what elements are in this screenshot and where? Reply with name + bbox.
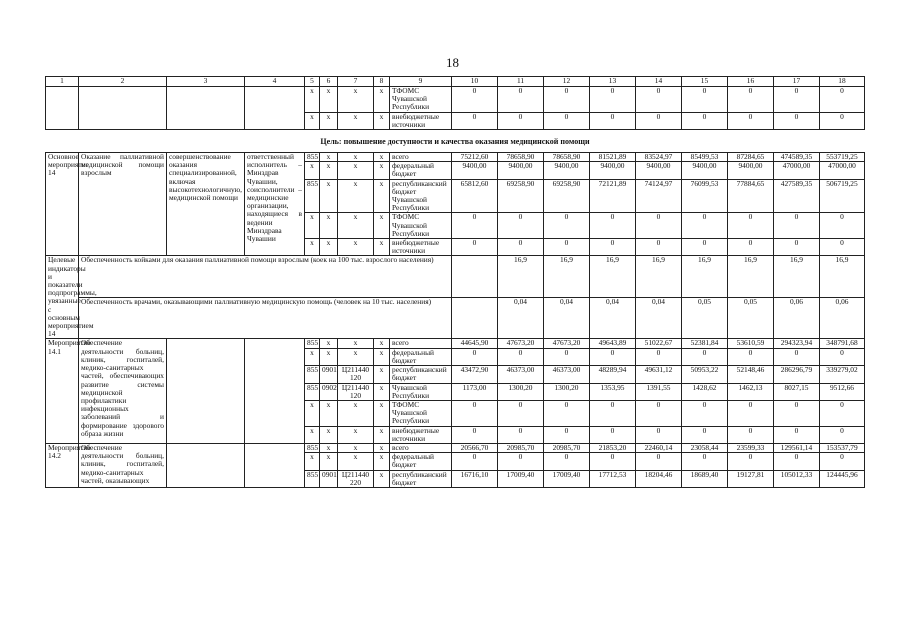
table-row [46,339,865,348]
code-cell-c5: 855 [305,443,320,452]
amount-cell: 0 [682,239,728,256]
code-cell-c6: 0902 [320,383,338,400]
amount-cell: 0 [590,348,636,365]
amount-cell: 9400,00 [590,162,636,179]
goal-row [46,130,865,153]
amount-cell: 124445,96 [820,470,865,487]
empty-cell-col3 [167,443,245,487]
funding-source: всего [390,153,452,162]
code-cell-c8: x [374,348,390,365]
amount-cell: 0 [682,400,728,426]
indicator-text: Обеспеченность врачами, оказывающими паллиативную медицинскую помощь (человек на 10 тыс. населения) [79,297,452,339]
amount-cell: 153537,79 [820,443,865,452]
amount-cell: 0 [452,112,498,129]
amount-cell: 17009,40 [544,470,590,487]
table-row [46,443,865,452]
code-cell-c8: x [374,383,390,400]
funding-source: ТФОМС Чувашской Республики [390,213,452,239]
indicator-value: 0,04 [636,297,682,339]
code-cell-c6: x [320,87,338,113]
amount-cell: 0 [774,426,820,443]
amount-cell: 1353,95 [590,383,636,400]
code-cell-c8: x [374,453,390,470]
indicator-value: 0,06 [820,297,865,339]
indicator-value: 16,9 [636,256,682,298]
code-cell-c6: 0901 [320,366,338,383]
amount-cell: 0 [728,348,774,365]
code-cell-c6: 0901 [320,470,338,487]
amount-cell: 0 [682,112,728,129]
amount-cell: 0 [820,87,865,113]
amount-cell: 0 [590,426,636,443]
code-cell-c5: x [305,112,320,129]
amount-cell: 0 [498,426,544,443]
amount-cell: 0 [820,348,865,365]
code-cell-c8: x [374,366,390,383]
amount-cell: 0 [774,239,820,256]
code-cell-c8: x [374,87,390,113]
indicator-value: 16,9 [728,256,774,298]
funding-source: внебюджетные источники [390,426,452,443]
empty-cell-col4 [245,339,305,443]
amount-cell: 85499,53 [682,153,728,162]
amount-cell: 69258,90 [544,179,590,213]
amount-cell: 0 [498,239,544,256]
column-number: 3 [167,77,245,87]
column-number: 9 [390,77,452,87]
amount-cell: 20985,70 [498,443,544,452]
amount-cell: 0 [590,400,636,426]
column-number: 7 [338,77,374,87]
amount-cell: 52381,84 [682,339,728,348]
indicator-row [46,297,865,339]
indicators-label: Целевые индикаторы и показатели подпрограммы, увязанные с основным мероприятием 14 [46,256,79,339]
indicator-value: 0,04 [544,297,590,339]
activity-name: Оказание паллиативной медицинской помощи взрослым [79,153,167,256]
amount-cell: 0 [682,87,728,113]
amount-cell: 0 [544,348,590,365]
amount-cell: 0 [590,112,636,129]
amount-cell: 77884,65 [728,179,774,213]
code-cell-c8: x [374,400,390,426]
empty-cell-col3 [167,87,245,130]
amount-cell: 0 [774,348,820,365]
amount-cell: 0 [636,239,682,256]
indicator-value: 0,05 [728,297,774,339]
amount-cell: 17712,53 [590,470,636,487]
amount-cell: 0 [820,426,865,443]
amount-cell: 427589,35 [774,179,820,213]
activity-name: Обеспечение деятельности больниц, клиник, госпиталей, медико-санитарных частей, оказывающих [79,443,167,487]
column-number: 8 [374,77,390,87]
amount-cell: 47000,00 [774,162,820,179]
code-cell-c8: x [374,179,390,213]
code-cell-c8: x [374,470,390,487]
amount-cell: 75212,60 [452,153,498,162]
amount-cell: 0 [544,426,590,443]
amount-cell: 0 [728,426,774,443]
amount-cell: 1300,20 [498,383,544,400]
amount-cell: 0 [774,213,820,239]
amount-cell: 0 [682,348,728,365]
amount-cell: 339279,02 [820,366,865,383]
amount-cell: 53610,59 [728,339,774,348]
amount-cell: 72121,89 [590,179,636,213]
code-cell-c8: x [374,426,390,443]
activity-label: Основное мероприятие 14 [46,153,79,256]
column-number: 12 [544,77,590,87]
code-cell-c6: x [320,426,338,443]
code-cell-c7: Ц211440 120 [338,366,374,383]
amount-cell: 0 [636,453,682,470]
code-cell-c5: x [305,400,320,426]
empty-cell-col4 [245,87,305,130]
column-number: 5 [305,77,320,87]
indicator-value: 16,9 [498,256,544,298]
amount-cell: 18204,46 [636,470,682,487]
amount-cell: 1300,20 [544,383,590,400]
code-cell-c5: 855 [305,339,320,348]
amount-cell: 52148,46 [728,366,774,383]
amount-cell: 0 [452,426,498,443]
indicator-value: 16,9 [820,256,865,298]
amount-cell: 9400,00 [636,162,682,179]
indicator-value: 16,9 [590,256,636,298]
amount-cell: 46373,00 [498,366,544,383]
goal-heading: Цель: повышение доступности и качества оказания медицинской помощи [46,130,865,153]
indicator-row [46,256,865,298]
indicator-value: 0,06 [774,297,820,339]
column-number: 2 [79,77,167,87]
amount-cell: 0 [774,87,820,113]
amount-cell: 0 [544,453,590,470]
code-cell-c8: x [374,153,390,162]
amount-cell: 506719,25 [820,179,865,213]
funding-source: республиканский бюджет [390,366,452,383]
amount-cell: 8027,15 [774,383,820,400]
code-cell-c6: x [320,348,338,365]
amount-cell: 0 [728,112,774,129]
amount-cell: 20566,70 [452,443,498,452]
column-number: 17 [774,77,820,87]
code-cell-c7: Ц211440 220 [338,470,374,487]
column-number: 16 [728,77,774,87]
funding-source: республиканский бюджет [390,470,452,487]
amount-cell: 0 [636,426,682,443]
amount-cell: 0 [728,400,774,426]
amount-cell: 0 [544,400,590,426]
amount-cell: 20985,70 [544,443,590,452]
amount-cell: 47673,20 [498,339,544,348]
amount-cell: 0 [452,400,498,426]
amount-cell: 0 [590,213,636,239]
amount-cell: 0 [498,87,544,113]
amount-cell: 22460,14 [636,443,682,452]
amount-cell: 0 [820,239,865,256]
code-cell-c8: x [374,213,390,239]
amount-cell: 0 [636,112,682,129]
amount-cell: 23058,44 [682,443,728,452]
code-cell-c7: x [338,400,374,426]
amount-cell: 105012,33 [774,470,820,487]
code-cell-c6: x [320,400,338,426]
column-number: 18 [820,77,865,87]
amount-cell: 0 [728,453,774,470]
amount-cell: 83524,97 [636,153,682,162]
code-cell-c5: 855 [305,366,320,383]
code-cell-c6: x [320,153,338,162]
amount-cell: 78658,90 [544,153,590,162]
amount-cell: 9400,00 [544,162,590,179]
code-cell-c7: Ц211440 120 [338,383,374,400]
amount-cell: 0 [774,400,820,426]
code-cell-c5: x [305,162,320,179]
code-cell-c8: x [374,339,390,348]
code-cell-c7: x [338,426,374,443]
code-cell-c6: x [320,453,338,470]
budget-table [45,76,865,488]
code-cell-c6: x [320,443,338,452]
amount-cell: 0 [452,453,498,470]
amount-cell: 0 [820,213,865,239]
amount-cell: 1428,62 [682,383,728,400]
amount-cell: 48289,94 [590,366,636,383]
activity-result: совершенствование оказания специализированной, включая высокотехнологичную, медицинской помощи [167,153,245,256]
indicator-empty-cell [452,297,498,339]
column-number: 14 [636,77,682,87]
amount-cell: 0 [544,239,590,256]
amount-cell: 0 [452,239,498,256]
empty-cell-col1 [46,87,79,130]
amount-cell: 0 [452,213,498,239]
amount-cell: 0 [774,112,820,129]
amount-cell: 0 [498,348,544,365]
code-cell-c5: x [305,87,320,113]
amount-cell: 0 [544,112,590,129]
amount-cell: 129561,14 [774,443,820,452]
funding-source: федеральный бюджет [390,453,452,470]
amount-cell: 74124,97 [636,179,682,213]
activity-label: Мероприятие 14.2 [46,443,79,487]
code-cell-c6: x [320,179,338,213]
amount-cell: 286296,79 [774,366,820,383]
code-cell-c5: 855 [305,470,320,487]
amount-cell: 65812,60 [452,179,498,213]
funding-source: федеральный бюджет [390,162,452,179]
column-number: 11 [498,77,544,87]
amount-cell: 348791,68 [820,339,865,348]
amount-cell: 46373,00 [544,366,590,383]
amount-cell: 0 [820,112,865,129]
activity-label: Мероприятие 14.1 [46,339,79,443]
code-cell-c6: x [320,213,338,239]
column-number: 10 [452,77,498,87]
amount-cell: 474589,35 [774,153,820,162]
amount-cell: 23599,33 [728,443,774,452]
amount-cell: 87284,65 [728,153,774,162]
amount-cell: 47000,00 [820,162,865,179]
amount-cell: 0 [728,87,774,113]
amount-cell: 0 [728,239,774,256]
amount-cell: 0 [590,239,636,256]
table-row [46,87,865,113]
amount-cell: 0 [682,213,728,239]
code-cell-c7: x [338,453,374,470]
indicator-value: 0,04 [498,297,544,339]
amount-cell: 81521,89 [590,153,636,162]
code-cell-c6: x [320,339,338,348]
code-cell-c5: x [305,426,320,443]
code-cell-c5: 855 [305,383,320,400]
code-cell-c7: x [338,179,374,213]
code-cell-c5: 855 [305,153,320,162]
amount-cell: 49631,12 [636,366,682,383]
funding-source: республиканский бюджет Чувашской Республики [390,179,452,213]
amount-cell: 553719,25 [820,153,865,162]
code-cell-c8: x [374,239,390,256]
amount-cell: 49643,89 [590,339,636,348]
amount-cell: 1391,55 [636,383,682,400]
code-cell-c5: x [305,239,320,256]
amount-cell: 9400,00 [682,162,728,179]
amount-cell: 44645,90 [452,339,498,348]
code-cell-c6: x [320,112,338,129]
indicator-empty-cell [452,256,498,298]
code-cell-c5: x [305,213,320,239]
amount-cell: 69258,90 [498,179,544,213]
code-cell-c7: x [338,339,374,348]
indicator-value: 16,9 [682,256,728,298]
amount-cell: 0 [728,213,774,239]
amount-cell: 76099,53 [682,179,728,213]
amount-cell: 51022,67 [636,339,682,348]
amount-cell: 0 [544,87,590,113]
amount-cell: 43472,90 [452,366,498,383]
amount-cell: 21853,20 [590,443,636,452]
amount-cell: 0 [590,453,636,470]
amount-cell: 0 [820,453,865,470]
code-cell-c7: x [338,162,374,179]
amount-cell: 0 [774,453,820,470]
amount-cell: 294323,94 [774,339,820,348]
empty-cell-col2 [79,87,167,130]
amount-cell: 0 [498,112,544,129]
budget-table-container [45,76,864,488]
column-number: 15 [682,77,728,87]
code-cell-c7: x [338,239,374,256]
code-cell-c8: x [374,443,390,452]
amount-cell: 1173,00 [452,383,498,400]
empty-cell-col4 [245,443,305,487]
code-cell-c7: x [338,213,374,239]
code-cell-c6: x [320,239,338,256]
amount-cell: 78658,90 [498,153,544,162]
amount-cell: 9512,66 [820,383,865,400]
code-cell-c6: x [320,162,338,179]
amount-cell: 0 [682,453,728,470]
funding-source: ТФОМС Чувашской Республики [390,87,452,113]
funding-source: ТФОМС Чувашской Республики [390,400,452,426]
amount-cell: 0 [498,453,544,470]
indicator-value: 0,05 [682,297,728,339]
amount-cell: 19127,81 [728,470,774,487]
amount-cell: 0 [636,400,682,426]
code-cell-c5: 855 [305,179,320,213]
amount-cell: 0 [590,87,636,113]
code-cell-c5: x [305,348,320,365]
amount-cell: 0 [452,348,498,365]
amount-cell: 0 [498,213,544,239]
code-cell-c7: x [338,87,374,113]
amount-cell: 17009,40 [498,470,544,487]
amount-cell: 9400,00 [728,162,774,179]
code-cell-c8: x [374,162,390,179]
table-header-row [46,77,865,87]
column-number: 6 [320,77,338,87]
amount-cell: 0 [820,400,865,426]
amount-cell: 0 [452,87,498,113]
page-number: 18 [446,55,459,70]
code-cell-c7: x [338,153,374,162]
funding-source: Чувашской Республики [390,383,452,400]
activity-name: Обеспечение деятельности больниц, клиник, госпиталей, медико-санитарных частей, обеспечивающих развитие системы медицинской профилактики инфекционных заболеваний и формирование здорового образа жизни [79,339,167,443]
funding-source: всего [390,339,452,348]
indicator-value: 0,04 [590,297,636,339]
amount-cell: 9400,00 [452,162,498,179]
code-cell-c8: x [374,112,390,129]
column-number: 1 [46,77,79,87]
amount-cell: 0 [636,87,682,113]
amount-cell: 0 [682,426,728,443]
indicator-text: Обеспеченность койками для оказания паллиативной помощи взрослым (коек на 100 тыс. взрослого населения) [79,256,452,298]
amount-cell: 0 [636,213,682,239]
funding-source: внебюджетные источники [390,239,452,256]
funding-source: федеральный бюджет [390,348,452,365]
amount-cell: 9400,00 [498,162,544,179]
amount-cell: 0 [636,348,682,365]
column-number: 4 [245,77,305,87]
amount-cell: 47673,20 [544,339,590,348]
funding-source: внебюджетные источники [390,112,452,129]
indicator-value: 16,9 [544,256,590,298]
column-number: 13 [590,77,636,87]
amount-cell: 0 [498,400,544,426]
indicator-value: 16,9 [774,256,820,298]
amount-cell: 16716,10 [452,470,498,487]
code-cell-c5: x [305,453,320,470]
amount-cell: 50953,22 [682,366,728,383]
amount-cell: 0 [544,213,590,239]
responsible-executor: ответственный исполнитель – Минздрав Чувашии, соисполнители – медицинские организации, находящиеся в ведении Минздрава Чувашии [245,153,305,256]
funding-source: всего [390,443,452,452]
amount-cell: 1462,13 [728,383,774,400]
code-cell-c7: x [338,112,374,129]
code-cell-c7: x [338,443,374,452]
empty-cell-col3 [167,339,245,443]
amount-cell: 18689,40 [682,470,728,487]
code-cell-c7: x [338,348,374,365]
